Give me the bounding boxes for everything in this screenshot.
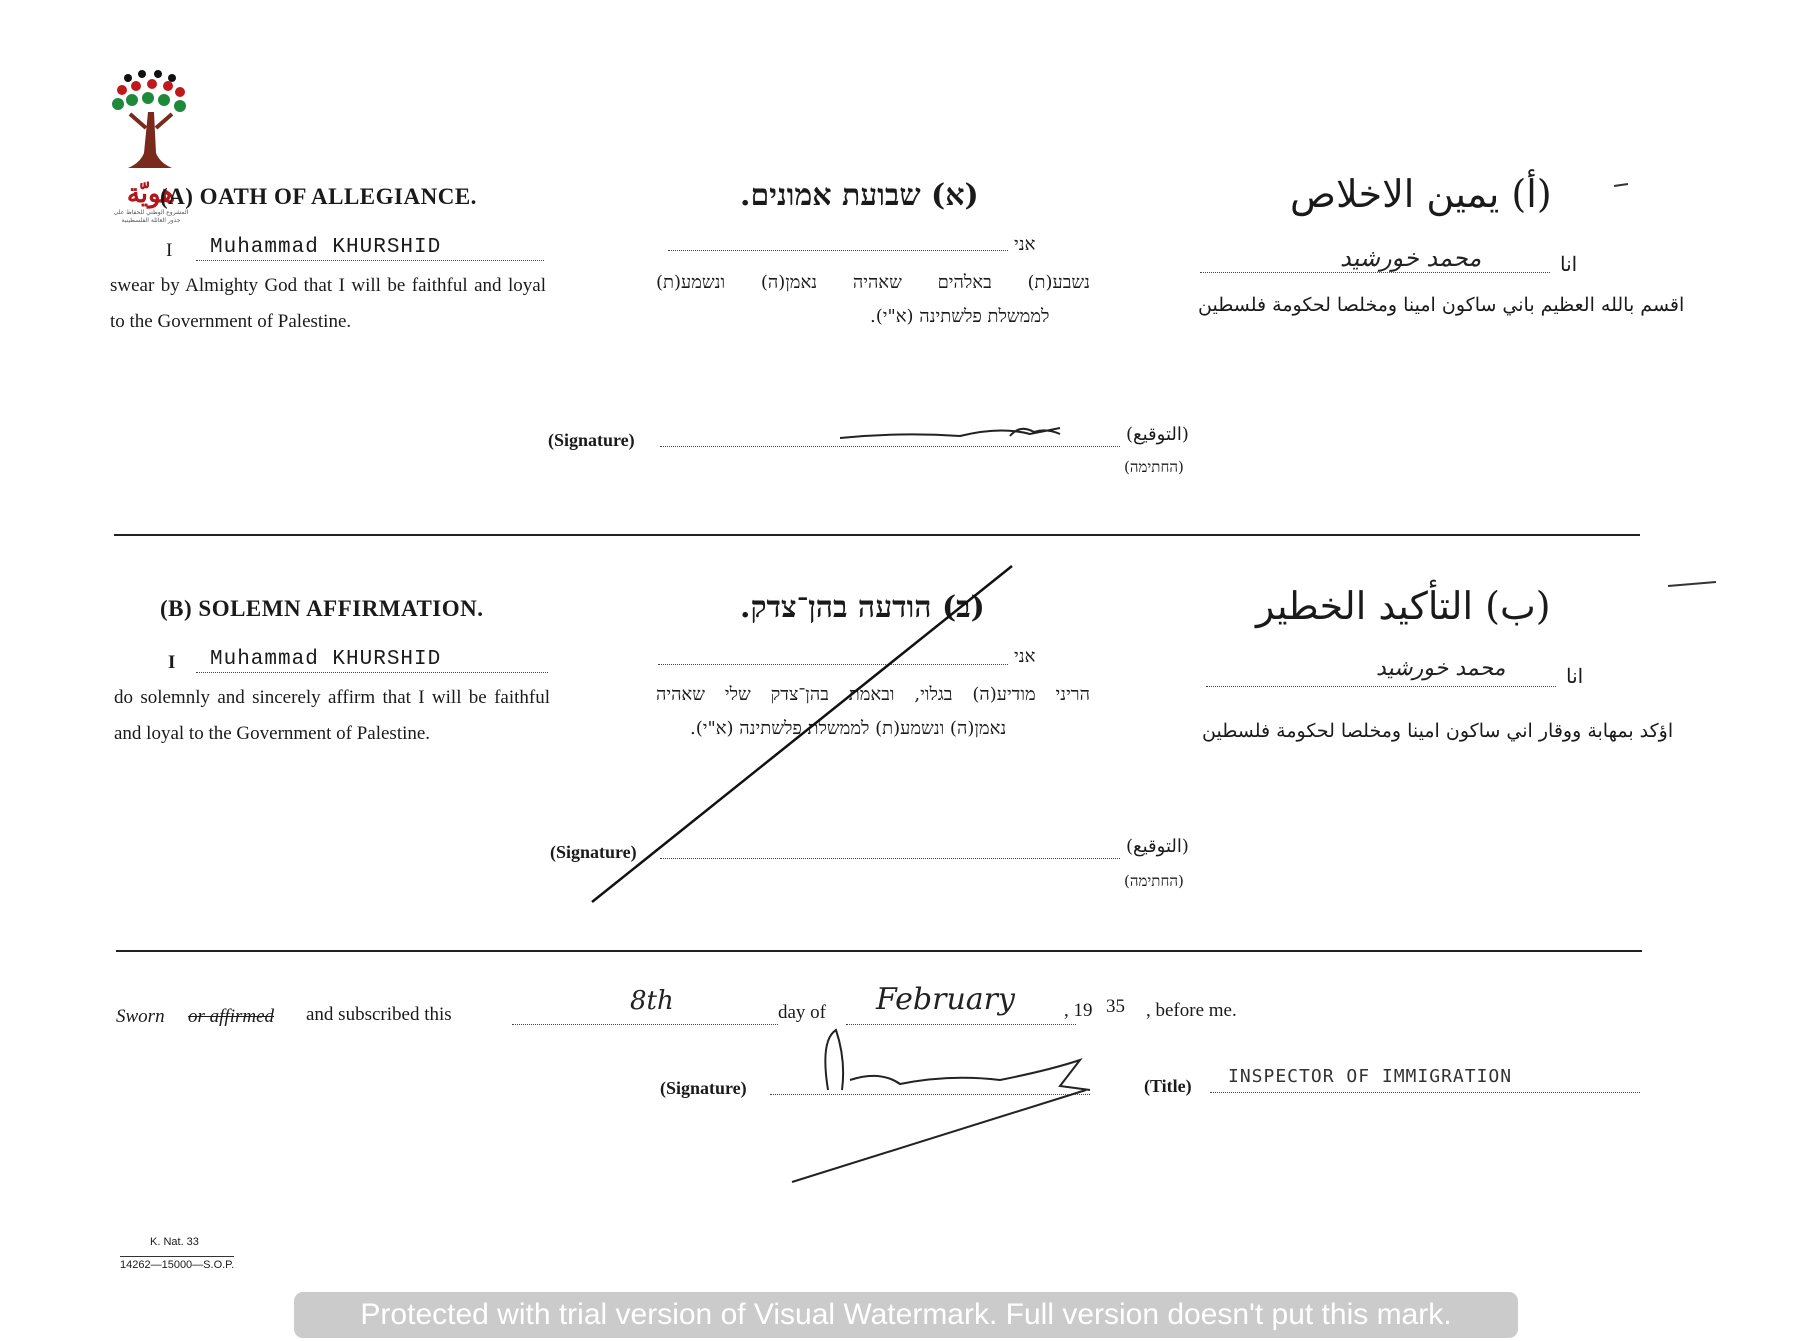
section-a-name-prefix: I [166, 240, 173, 261]
section-a-signature-label-ar: (التوقيع) [1126, 424, 1189, 445]
section-b-signature-label-he: (החתימה) [1124, 872, 1184, 890]
edge-mark [1668, 582, 1716, 586]
section-a-he-line2: לממשלת פלשתינה (א"י). [870, 306, 1050, 327]
section-a-heading-he: (א) שבועת אמונים. [740, 178, 979, 213]
section-b-signature-label-en: (Signature) [550, 842, 637, 862]
sworn-struck-text: or affirmed [188, 1006, 275, 1027]
section-a-ar-name-value: محمد خورشيد [1340, 244, 1482, 272]
month-value: February [876, 982, 1015, 1017]
section-b-crossout-line [592, 566, 1012, 902]
section-a-he-line1: נשבע(ת) באלהים שאהיה נאמן(ה) ונשמע(ת) [656, 272, 1090, 293]
section-a-heading-ar: (أ) يمين الاخلاص [1290, 172, 1552, 216]
section-b-signature-label-ar: (التوقيع) [1126, 836, 1189, 857]
section-b-name-prefix: I [168, 652, 176, 673]
section-b-heading-he: (ב) הודעה בהן־צדק. [740, 590, 985, 625]
section-b-ar-ana: انا [1566, 664, 1584, 688]
form-code-line2: 14262—15000—S.O.P. [120, 1256, 234, 1271]
section-b-heading-ar: (ب) التأكيد الخطير [1256, 584, 1551, 628]
form-code-line1: K. Nat. 33 [150, 1236, 199, 1248]
section-a-he-ani: אני [1014, 234, 1036, 255]
sworn-subscribed-text: and subscribed this [306, 1004, 452, 1025]
section-a-signature-label-en: (Signature) [548, 430, 635, 450]
section-a-ar-ana: انا [1560, 252, 1578, 276]
section-b-ar-name-value: محمد خورشيد [1376, 656, 1506, 681]
section-a-signature-label-he: (החתימה) [1124, 458, 1184, 476]
sworn-word: Sworn [116, 1006, 165, 1027]
title-label: (Title) [1144, 1076, 1192, 1096]
section-b-he-ani: אני [1014, 646, 1036, 667]
year-prefix: , 19 [1064, 1000, 1093, 1021]
section-b-body-ar: اؤكد بمهابة ووقار اني ساكون امينا ومخلصا لحكومة فلسطين [1202, 720, 1674, 742]
section-b-body-en: do solemnly and sincerely affirm that I will be faithful and loyal to the Government of Palestine. [114, 687, 550, 744]
section-b-name-value: Muhammad KHURSHID [210, 648, 442, 671]
section-b-he-line2: נאמן(ה) ונשמע(ת) לממשלת פלשתינה (א"י). [690, 718, 1007, 739]
year-value: 35 [1106, 996, 1125, 1017]
officer-signature-underline [792, 1090, 1086, 1182]
before-me-text: , before me. [1146, 1000, 1237, 1021]
section-b-heading-en: (B) SOLEMN AFFIRMATION. [160, 596, 484, 621]
signature-a-stroke [840, 428, 1060, 438]
logo-caption: هويّة [126, 179, 176, 209]
day-value: 8th [630, 986, 674, 1016]
officer-signature-label: (Signature) [660, 1078, 747, 1098]
section-b-he-line1: הריני מודיע(ה) בגלוי, ובאמת בהן־צדק שלי שאהיה [656, 684, 1090, 705]
watermark-banner: Protected with trial version of Visual Watermark. Full version doesn't put this mark. [294, 1292, 1518, 1338]
section-a-body-ar: اقسم بالله العظيم باني ساكون امينا ومخلصا لحكومة فلسطين [1198, 294, 1685, 316]
edge-mark [1614, 184, 1628, 186]
logo-tagline: المشروع الوطني للحفاظ على جذور العائلة الفلسطينية [113, 209, 189, 224]
title-value-stamp: INSPECTOR OF IMMIGRATION [1228, 1066, 1513, 1087]
day-of-text: day of [778, 1002, 827, 1023]
section-a-heading-en: (A) OATH OF ALLEGIANCE. [160, 184, 477, 209]
section-a-body-en: swear by Almighty God that I will be faithful and loyal to the Government of Palestine. [110, 275, 546, 332]
section-a-name-value: Muhammad KHURSHID [210, 236, 442, 259]
officer-signature-stroke [825, 1030, 1090, 1090]
